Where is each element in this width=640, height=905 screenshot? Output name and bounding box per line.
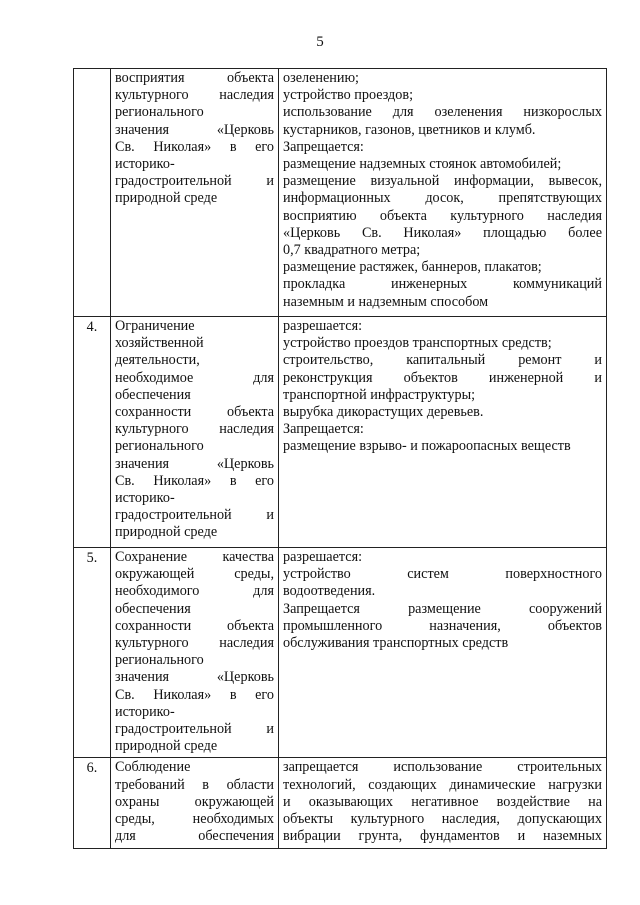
- requirement-name-line: природной среде: [115, 524, 218, 541]
- regulation-line: водоотведения.: [283, 583, 376, 600]
- requirement-name-line: сохранности объекта: [115, 404, 274, 421]
- regulation-line: кустарников, газонов, цветников и клумб.: [283, 121, 536, 138]
- regulation-line: информационных досок, препятствующих: [283, 190, 602, 207]
- regulation-line: озеленению;: [283, 70, 359, 86]
- requirement-name-line: историко-: [115, 703, 175, 720]
- requirement-name-line: окружающей среды,: [115, 566, 274, 583]
- row-number-cell: 4.: [74, 317, 111, 548]
- regulation-line: устройство систем поверхностного: [283, 566, 602, 583]
- requirement-name-line: Соблюдение: [115, 759, 191, 776]
- requirement-name-line: природной среде: [115, 190, 218, 207]
- regulation-line: объекты культурного наследия, допускающих: [283, 811, 602, 828]
- regulation-text-cell: [279, 69, 607, 317]
- zone-requirement-name-cell: [111, 758, 279, 849]
- regulation-line: строительство, капитальный ремонт и: [283, 352, 602, 369]
- requirement-name-line: градостроительной и: [115, 721, 274, 738]
- requirement-name-line: деятельности,: [115, 352, 200, 369]
- regulation-line: Запрещается:: [283, 138, 364, 155]
- regulation-line: «Церковь Св. Николая» площадью более: [283, 224, 602, 241]
- table-row: [74, 548, 607, 758]
- regulation-line: размещение растяжек, баннеров, плакатов;: [283, 259, 542, 276]
- requirement-name-line: для обеспечения: [115, 828, 274, 845]
- requirement-name-line: обеспечения: [115, 600, 191, 617]
- table-row: [74, 317, 607, 548]
- requirement-name-line: Св. Николая» в его: [115, 472, 274, 489]
- regulation-line: вибрации грунта, фундаментов и наземных: [283, 828, 602, 845]
- regulation-line: запрещается использование строительных: [283, 759, 602, 776]
- requirement-name-line: обеспечения: [115, 386, 191, 403]
- regulation-line: промышленного назначения, объектов: [283, 617, 602, 634]
- regulation-line: использование для озеленения низкорослых: [283, 104, 602, 121]
- requirement-name-line: необходимого для: [115, 583, 274, 600]
- table-row: [74, 69, 607, 317]
- regulation-line: размещение надземных стоянок автомобилей;: [283, 156, 562, 173]
- requirement-name-line: требований в области: [115, 776, 274, 793]
- requirement-name-line: культурного наследия: [115, 87, 274, 104]
- requirement-name-line: природной среде: [115, 738, 218, 755]
- regulation-line: разрешается:: [283, 549, 363, 565]
- requirement-name-line: историко-: [115, 156, 175, 173]
- requirement-name-line: культурного наследия: [115, 421, 274, 438]
- regulation-line: Запрещается размещение сооружений: [283, 600, 602, 617]
- regulation-line: Запрещается:: [283, 421, 364, 438]
- regulation-line: размещение визуальной информации, вывесок,: [283, 173, 602, 190]
- requirement-name-line: Сохранение качества: [115, 549, 274, 565]
- regulation-line: транспортной инфраструктуры;: [283, 386, 476, 403]
- regulation-text-cell: [279, 548, 607, 758]
- requirement-name-line: градостроительной и: [115, 173, 274, 190]
- regulation-line: реконструкция объектов инженерной и: [283, 369, 602, 386]
- requirement-name-line: регионального: [115, 652, 204, 669]
- zone-requirement-name-cell: [111, 317, 279, 548]
- requirement-name-line: восприятия объекта: [115, 70, 274, 86]
- regulation-line: восприятию объекта культурного наследия: [283, 207, 602, 224]
- requirement-name-line: хозяйственной: [115, 335, 204, 352]
- regulation-line: технологий, создающих динамические нагрузки: [283, 776, 602, 793]
- regulation-line: разрешается:: [283, 318, 363, 334]
- regulation-line: вырубка дикорастущих деревьев.: [283, 404, 484, 421]
- zone-requirement-name-cell: [111, 69, 279, 317]
- requirement-name-line: необходимое для: [115, 369, 274, 386]
- requirement-name-line: значения «Церковь: [115, 455, 274, 472]
- requirement-name-line: Св. Николая» в его: [115, 686, 274, 703]
- row-number-cell: 5.: [74, 548, 111, 758]
- requirement-name-line: сохранности объекта: [115, 617, 274, 634]
- row-number-cell: 6.: [74, 758, 111, 849]
- requirement-name-line: значения «Церковь: [115, 669, 274, 686]
- requirement-name-line: регионального: [115, 104, 204, 121]
- requirement-name-line: значения «Церковь: [115, 121, 274, 138]
- requirement-name-line: историко-: [115, 490, 175, 507]
- table-row: [74, 758, 607, 849]
- requirement-name-line: культурного наследия: [115, 635, 274, 652]
- requirement-name-line: Ограничение: [115, 318, 195, 334]
- regulation-line: устройство проездов;: [283, 87, 414, 104]
- regulation-text-cell: [279, 317, 607, 548]
- regulation-line: наземным и надземным способом: [283, 293, 489, 310]
- requirement-name-line: среды, необходимых: [115, 811, 274, 828]
- regulation-line: размещение взрыво- и пожароопасных веществ: [283, 438, 571, 455]
- regulation-line: обслуживания транспортных средств: [283, 635, 509, 652]
- requirement-name-line: Св. Николая» в его: [115, 138, 274, 155]
- regulation-line: прокладка инженерных коммуникаций: [283, 276, 602, 293]
- regulation-line: 0,7 квадратного метра;: [283, 242, 421, 259]
- requirement-name-line: градостроительной и: [115, 507, 274, 524]
- row-number-cell: [74, 69, 111, 317]
- regulation-line: и оказывающих негативное воздействие на: [283, 793, 602, 810]
- requirement-name-line: охраны окружающей: [115, 793, 274, 810]
- regulation-text-cell: [279, 758, 607, 849]
- restrictions-table: [73, 68, 607, 849]
- regulation-line: устройство проездов транспортных средств;: [283, 335, 552, 352]
- page-number: 5: [316, 34, 324, 50]
- zone-requirement-name-cell: [111, 548, 279, 758]
- requirement-name-line: регионального: [115, 438, 204, 455]
